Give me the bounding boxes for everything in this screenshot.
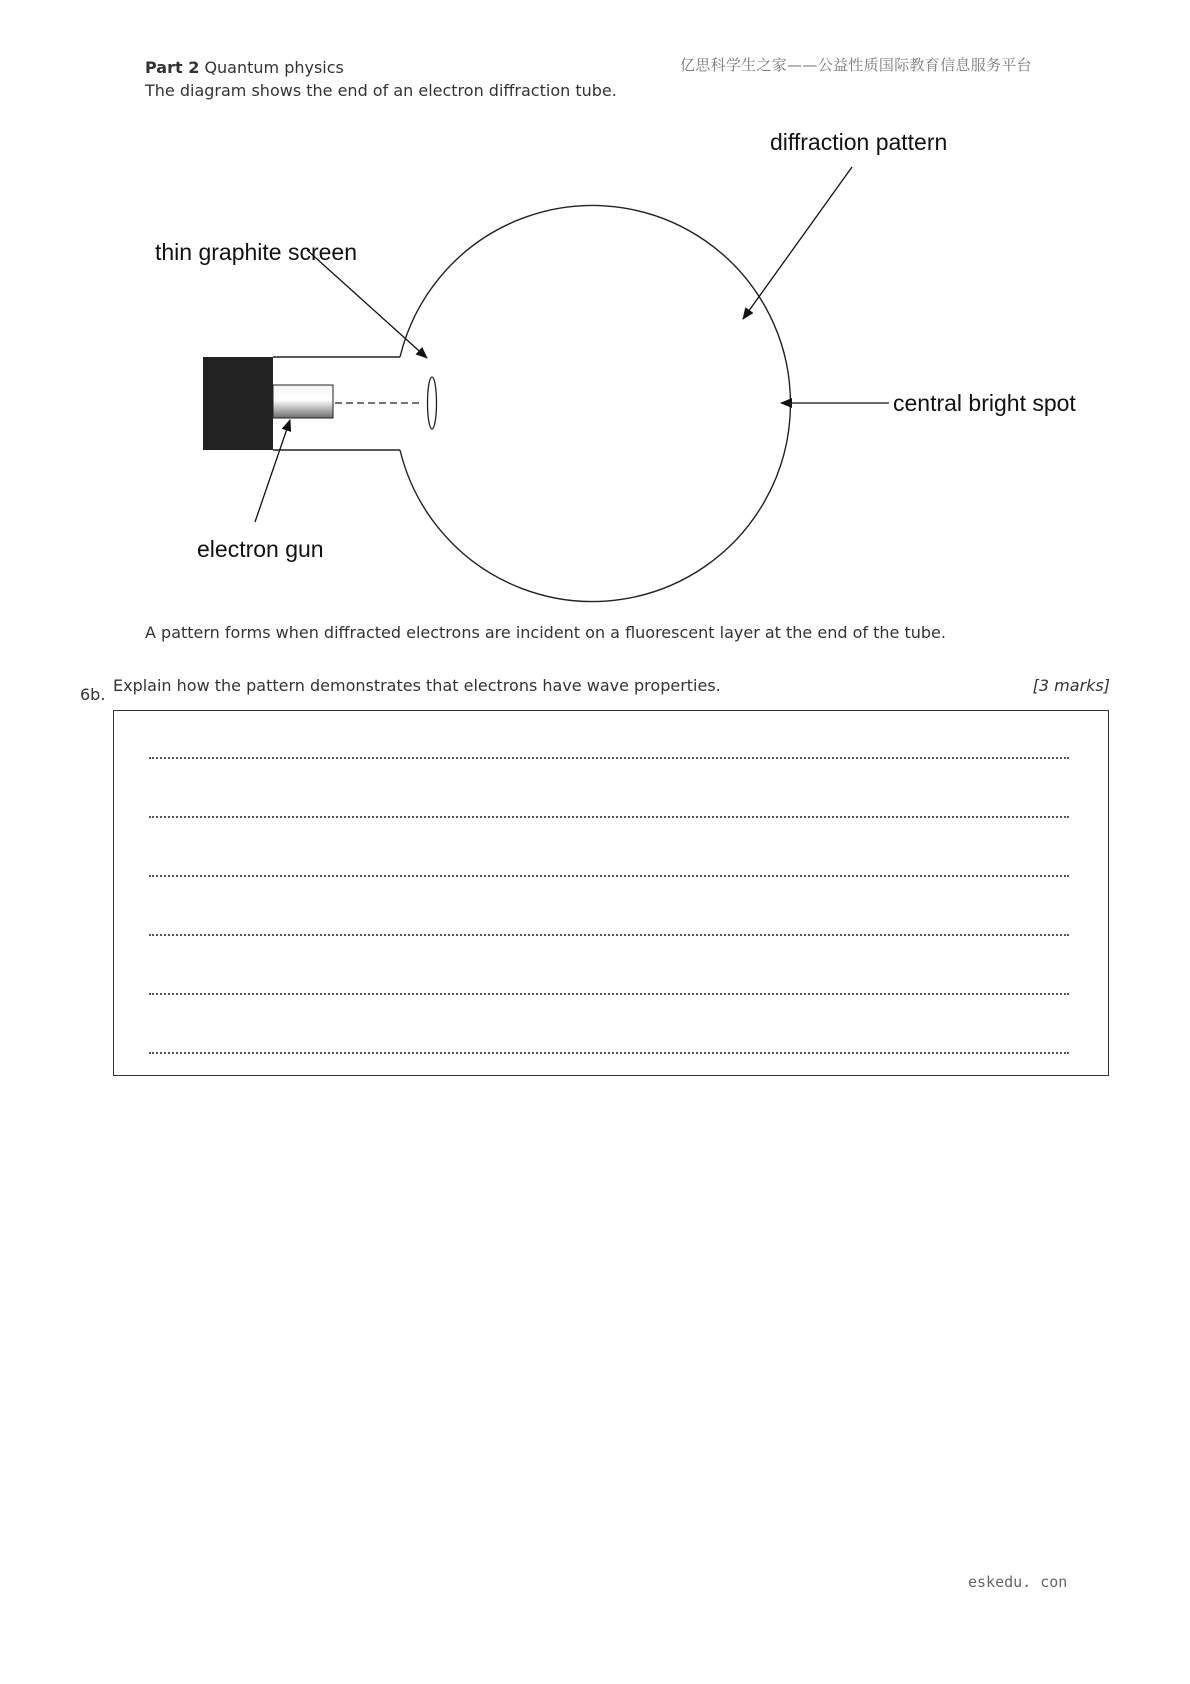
arrow-diffraction-pattern [743, 167, 852, 319]
part-label: Part 2 [145, 58, 200, 77]
part-title: Quantum physics [204, 58, 344, 77]
label-electron-gun: electron gun [197, 536, 324, 562]
electron-gun-cylinder [273, 385, 333, 418]
graphite-screen [428, 377, 437, 429]
electron-diffraction-diagram [145, 120, 1105, 610]
question-text: Explain how the pattern demonstrates that electrons have wave properties. [113, 676, 721, 695]
answer-line[interactable] [149, 757, 1069, 759]
answer-line[interactable] [149, 875, 1069, 877]
question-number: 6b. [80, 685, 106, 704]
arrow-graphite-screen [307, 250, 427, 358]
label-central-bright-spot: central bright spot [893, 390, 1076, 416]
question-marks: [3 marks] [1032, 676, 1110, 695]
label-diffraction-pattern: diffraction pattern [770, 129, 948, 155]
answer-box[interactable] [113, 710, 1109, 1076]
answer-line[interactable] [149, 934, 1069, 936]
intro-text: The diagram shows the end of an electron diffraction tube. [145, 81, 617, 100]
label-thin-graphite-screen: thin graphite screen [155, 239, 358, 265]
tube-base [203, 357, 273, 450]
part-heading [145, 58, 344, 77]
answer-line[interactable] [149, 993, 1069, 995]
tube-bulb-outline [400, 206, 790, 602]
answer-line[interactable] [149, 816, 1069, 818]
watermark: 亿思科学生之家——公益性质国际教育信息服务平台 [680, 56, 1032, 74]
answer-line[interactable] [149, 1052, 1069, 1054]
pattern-description: A pattern forms when diffracted electrons are incident on a fluorescent layer at the end of the tube. [145, 623, 946, 642]
footer-site: eskedu. con [968, 1573, 1068, 1591]
